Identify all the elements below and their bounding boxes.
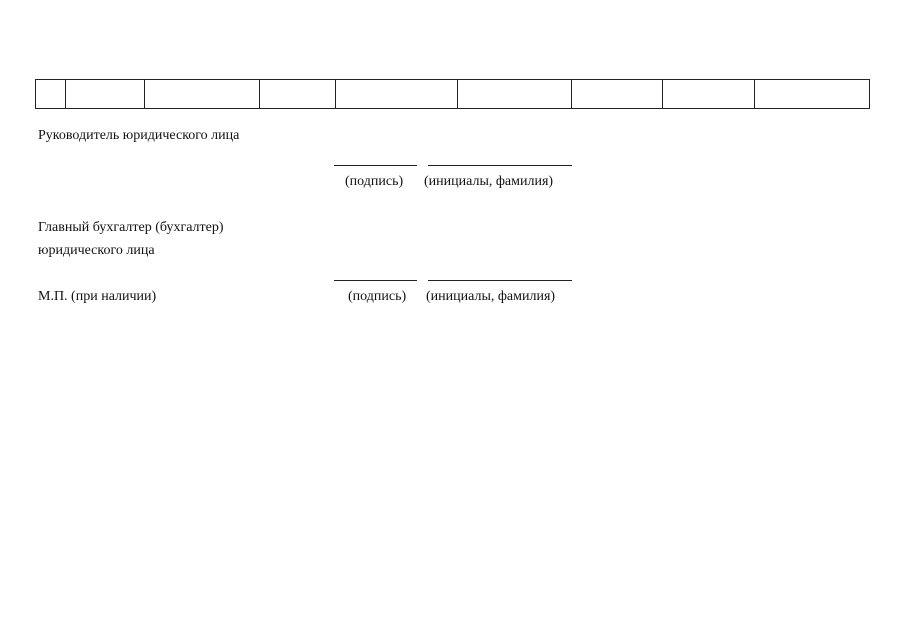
head-signature-line	[334, 165, 417, 166]
table-cell	[260, 80, 336, 109]
accountant-signature-caption: (подпись)	[348, 289, 407, 304]
accountant-title-line2: юридического лица	[38, 243, 155, 258]
table-cell	[458, 80, 572, 109]
accountant-title-line1: Главный бухгалтер (бухгалтер)	[38, 220, 224, 235]
accountant-signature-line	[334, 280, 417, 281]
table-cell	[36, 80, 66, 109]
table-cell	[145, 80, 260, 109]
table-cell	[66, 80, 145, 109]
head-title-label: Руководитель юридического лица	[38, 128, 240, 143]
table-cell	[572, 80, 663, 109]
table-cell	[336, 80, 458, 109]
head-signature-caption: (подпись)	[345, 174, 404, 189]
stamp-label: М.П. (при наличии)	[38, 289, 157, 304]
head-name-caption: (инициалы, фамилия)	[424, 174, 554, 189]
empty-form-row-table	[35, 79, 870, 109]
table-row	[36, 80, 870, 109]
accountant-name-line	[428, 280, 572, 281]
accountant-name-caption: (инициалы, фамилия)	[426, 289, 556, 304]
table-cell	[663, 80, 755, 109]
table-cell	[755, 80, 870, 109]
head-name-line	[428, 165, 572, 166]
